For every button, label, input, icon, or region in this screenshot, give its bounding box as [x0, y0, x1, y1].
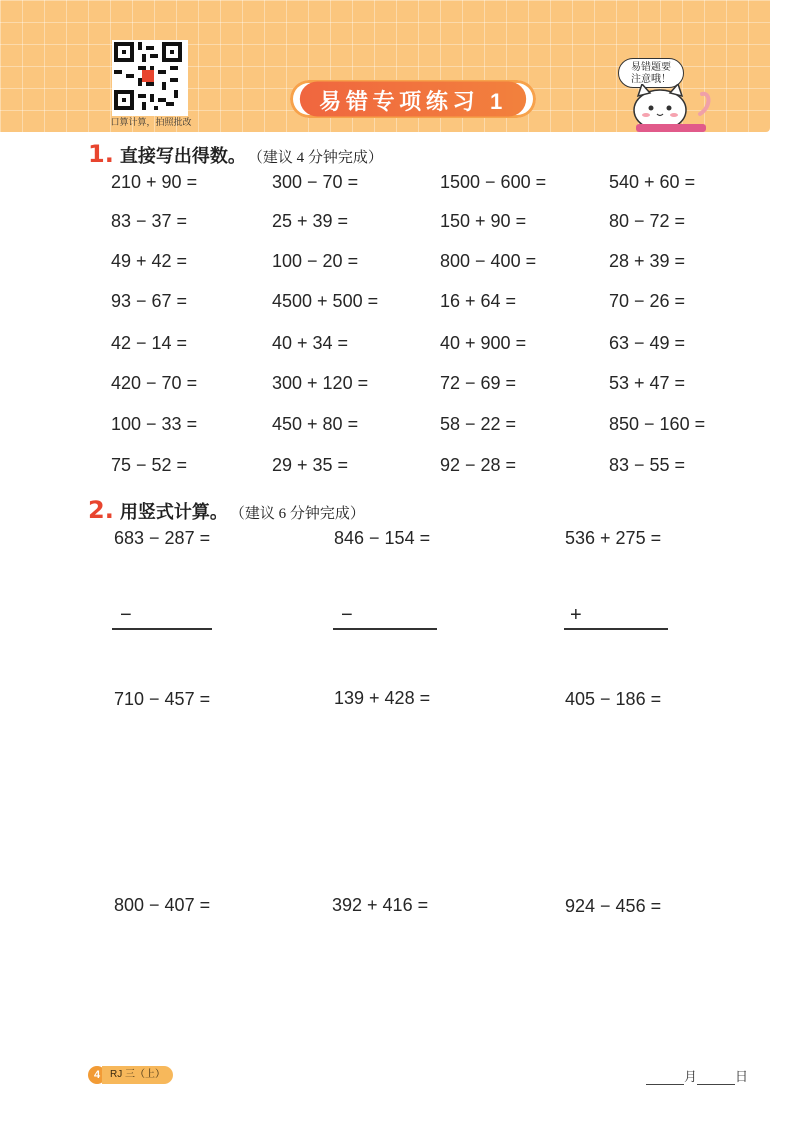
section-2-number: 2.: [88, 496, 114, 524]
problem-1-7-3: 58 − 22 =: [440, 414, 517, 434]
problem-1-8-4: 83 − 55 =: [609, 455, 686, 475]
problem-2-3-3: 924 − 456 =: [565, 896, 662, 916]
problem-1-8-1: 75 − 52 =: [111, 455, 188, 475]
day-label: 日: [735, 1069, 749, 1084]
grade-tag: RJ 三（上）: [102, 1066, 173, 1084]
month-label: 月: [684, 1069, 698, 1084]
qr-caption: 口算计算，拍照批改: [110, 117, 192, 127]
problem-1-2-2: 25 + 39 =: [272, 211, 349, 231]
problem-1-6-4: 53 + 47 =: [609, 373, 686, 393]
problem-1-7-4: 850 − 160 =: [609, 414, 706, 434]
problem-1-6-3: 72 − 69 =: [440, 373, 517, 393]
problem-1-3-3: 800 − 400 =: [440, 251, 537, 271]
qr-code-icon[interactable]: [112, 40, 188, 116]
vertical-calc-line: [112, 628, 212, 630]
problem-1-3-4: 28 + 39 =: [609, 251, 686, 271]
problem-1-7-1: 100 − 33 =: [111, 414, 198, 434]
problem-1-8-3: 92 − 28 =: [440, 455, 517, 475]
problem-2-2-2: 139 + 428 =: [334, 688, 431, 708]
cat-mascot-icon: [630, 84, 714, 132]
title-banner: [290, 80, 536, 118]
section-2-hint: （建议 6 分钟完成）: [229, 506, 365, 522]
page-title: 易错专项练习 1: [300, 82, 526, 117]
vertical-minus-sign: −: [341, 604, 353, 626]
problem-2-2-3: 405 − 186 =: [565, 689, 662, 709]
problem-1-7-2: 450 + 80 =: [272, 414, 359, 434]
section-1-heading: [88, 140, 383, 168]
section-1-number: 1.: [88, 140, 114, 168]
problem-2-1-2: 846 − 154 =: [334, 528, 431, 548]
problem-1-3-1: 49 + 42 =: [111, 251, 188, 271]
problem-1-3-2: 100 − 20 =: [272, 251, 359, 271]
vertical-calc-line: [333, 628, 437, 630]
section-2-heading: [88, 496, 365, 524]
problem-1-5-2: 40 + 34 =: [272, 333, 349, 353]
problem-2-1-3: 536 + 275 =: [565, 528, 662, 548]
bubble-line-2: 注意哦！: [631, 74, 671, 85]
problem-1-1-4: 540 + 60 =: [609, 172, 696, 192]
problem-1-5-4: 63 − 49 =: [609, 333, 686, 353]
problem-1-1-1: 210 + 90 =: [111, 172, 198, 192]
vertical-calc-line: [564, 628, 668, 630]
date-fields: [646, 1066, 748, 1085]
problem-1-8-2: 29 + 35 =: [272, 455, 349, 475]
problem-1-2-4: 80 − 72 =: [609, 211, 686, 231]
problem-2-1-1: 683 − 287 =: [114, 528, 211, 548]
bubble-line-1: 易错题要: [631, 62, 671, 73]
problem-1-2-1: 83 − 37 =: [111, 211, 188, 231]
problem-2-2-1: 710 − 457 =: [114, 689, 211, 709]
problem-1-2-3: 150 + 90 =: [440, 211, 527, 231]
problem-1-4-4: 70 − 26 =: [609, 291, 686, 311]
problem-1-6-1: 420 − 70 =: [111, 373, 198, 393]
section-1-hint: （建议 4 分钟完成）: [247, 150, 383, 166]
problem-1-1-2: 300 − 70 =: [272, 172, 359, 192]
problem-1-6-2: 300 + 120 =: [272, 373, 369, 393]
problem-1-1-3: 1500 − 600 =: [440, 172, 547, 192]
day-input[interactable]: [697, 1070, 735, 1085]
problem-2-3-2: 392 + 416 =: [332, 895, 429, 915]
month-input[interactable]: [646, 1070, 684, 1085]
problem-1-5-1: 42 − 14 =: [111, 333, 188, 353]
page-number: 4: [88, 1066, 106, 1084]
section-2-title: 用竖式计算。: [119, 502, 228, 522]
problem-2-3-1: 800 − 407 =: [114, 895, 211, 915]
problem-1-4-3: 16 + 64 =: [440, 291, 517, 311]
vertical-minus-sign: −: [120, 604, 132, 626]
section-1-title: 直接写出得数。: [119, 146, 246, 166]
problem-1-4-2: 4500 + 500 =: [272, 291, 379, 311]
vertical-plus-sign: +: [570, 604, 582, 626]
page-footer-badge: [88, 1066, 173, 1084]
problem-1-5-3: 40 + 900 =: [440, 333, 527, 353]
problem-1-4-1: 93 − 67 =: [111, 291, 188, 311]
